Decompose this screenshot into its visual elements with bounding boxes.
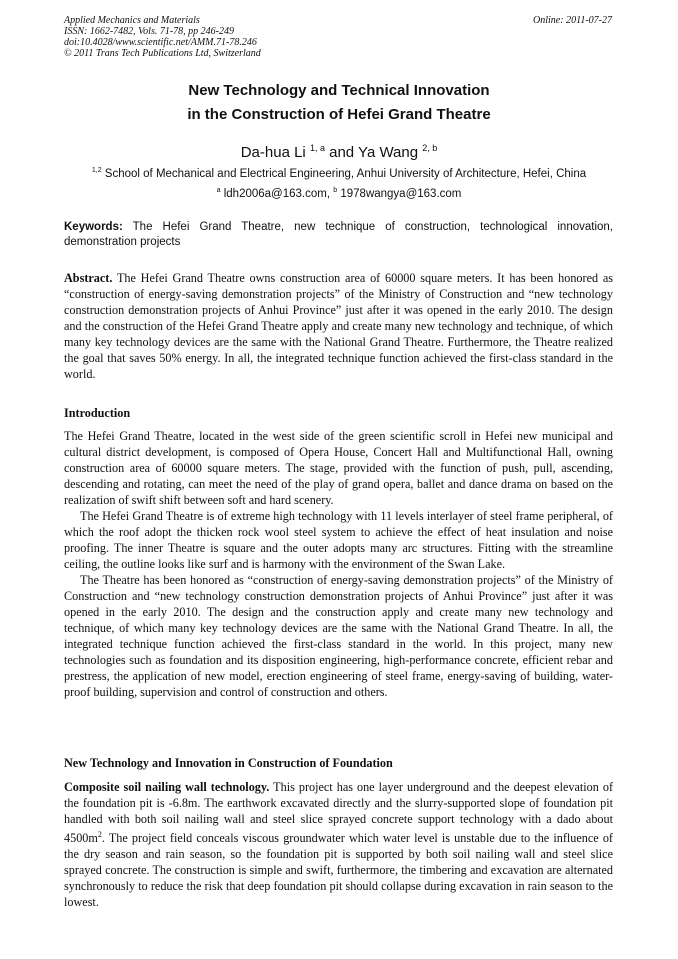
foundation-heading: New Technology and Innovation in Construction of Foundation xyxy=(64,756,393,770)
foundation-body xyxy=(64,779,613,910)
online-date: Online: 2011-07-27 xyxy=(533,15,612,26)
author-list xyxy=(0,138,678,163)
email-a-mark: a xyxy=(216,187,221,194)
affiliation-text: School of Mechanical and Electrical Engineering, Anhui University of Architecture, Hefei, China xyxy=(104,167,587,180)
intro-paragraph-2: The Hefei Grand Theatre is of extreme high technology with 11 levels interlayer of steel frame peripheral, of which the roof adopt the thicken rock wool steel system to achieve the effect of heat insulation and noise proofing. The inner Theatre is square and the outer adopts many arc structures. Fitting with the streamline ceiling, the outline looks like surf and is harmony with the environment of the Swan Lake. xyxy=(64,509,613,571)
author-1: Da-hua Li xyxy=(240,144,306,161)
abstract xyxy=(64,270,613,382)
email-a: ldh2006a@163.com, xyxy=(223,187,331,200)
affiliation-mark: 1,2 xyxy=(91,167,102,174)
keywords-label: Keywords: xyxy=(64,221,123,233)
keywords-block xyxy=(64,220,613,250)
foundation-text-1: This project has one layer underground and the deepest elevation of the foundation pit is -6.8m. The earthwork excavated directly and the slurry-supported slope of foundation pit handled with both soil nailing wall and steel slice sprayed concrete support technology with a dado about 4500m xyxy=(64,780,614,846)
introduction-body xyxy=(64,428,613,700)
abstract-label: Abstract. xyxy=(64,271,113,285)
title-line-2: in the Construction of Hefei Grand Theatre xyxy=(187,106,491,123)
introduction-heading: Introduction xyxy=(64,406,131,420)
author-2-affiliation-mark: 2, b xyxy=(422,143,438,153)
journal-info xyxy=(64,15,261,59)
affiliation xyxy=(0,163,678,182)
abstract-text: The Hefei Grand Theatre owns construction area of 60000 square meters. It has been honored as “construction of energy-saving demonstration projects” of the Ministry of Construction and “new technology construction demonstration projects of Anhui Province” just after it was opened in the early 2010. The design and the construction of the Hefei Grand Theatre apply and create many new technology and technique, of which many key technology devices are the same with the National Grand Theatre. Furthermore, the Theatre realized the goal that saves 50% energy. In all, the integrated technique function achieved the first-class standard in the world. xyxy=(64,271,613,381)
foundation-superscript: 2 xyxy=(97,830,102,839)
doi-line: doi:10.4028/www.scientific.net/AMM.71-78.246 xyxy=(64,37,257,48)
author-1-affiliation-mark: 1, a xyxy=(309,143,325,153)
keywords-text: The Hefei Grand Theatre, new technique of construction, technological innovation, demonstration projects xyxy=(64,221,613,248)
email-b-mark: b xyxy=(333,187,338,194)
issn-line: ISSN: 1662-7482, Vols. 71-78, pp 246-249 xyxy=(64,26,234,37)
intro-paragraph-3: The Theatre has been honored as “construction of energy-saving demonstration projects” of the Ministry of Construction and “new technology construction demonstration projects of Anhui Province” just after it was opened in the early 2010. The design and the construction apply and create many new technology and technique, of which many key technology devices are the same with the National Grand Theatre. In all, the integrated technique function achieved the first-class standard in the world. In this project, many new technologies such as foundation and its disposition engineering, high-performance concrete, efficient rebar and prestress, the application of new model, erection engineering of steel frame, energy-saving of building, water-proof building, supervision and control of construction and others. xyxy=(64,573,613,699)
foundation-lead: Composite soil nailing wall technology. xyxy=(64,780,270,794)
copyright-line: © 2011 Trans Tech Publications Ltd, Switzerland xyxy=(64,48,261,59)
intro-paragraph-1: The Hefei Grand Theatre, located in the west side of the green scientific scroll in Hefei new municipal and cultural district development, is composed of Opera House, Concert Hall and Multifunctional Hall, owning construction area of 60000 square meters. The stage, provided with the function of push, pull, ascending, descending and rotating, can meet the need of the play of grand opera, ballet and dance drama on based on the realization of swift shift between soft and hard scenery. xyxy=(64,429,613,507)
email-b: 1978wangya@163.com xyxy=(340,187,462,200)
author-emails xyxy=(0,183,678,202)
journal-name: Applied Mechanics and Materials xyxy=(64,15,200,26)
foundation-text-2: . The project field conceals viscous groundwater which water level is unstable due to the influence of the dry season and rain season, so the foundation pit is supported by both soil nailing wall and steel slice sprayed concrete. The construction is simple and swift, furthermore, the timbering and excavation are alternated synchronously to reduce the risk that deep foundation pit should collapse during excavation in rain season to the lowest. xyxy=(64,831,613,910)
paper-title xyxy=(0,79,678,127)
title-line-1: New Technology and Technical Innovation xyxy=(188,82,490,99)
author-2: and Ya Wang xyxy=(329,144,419,161)
